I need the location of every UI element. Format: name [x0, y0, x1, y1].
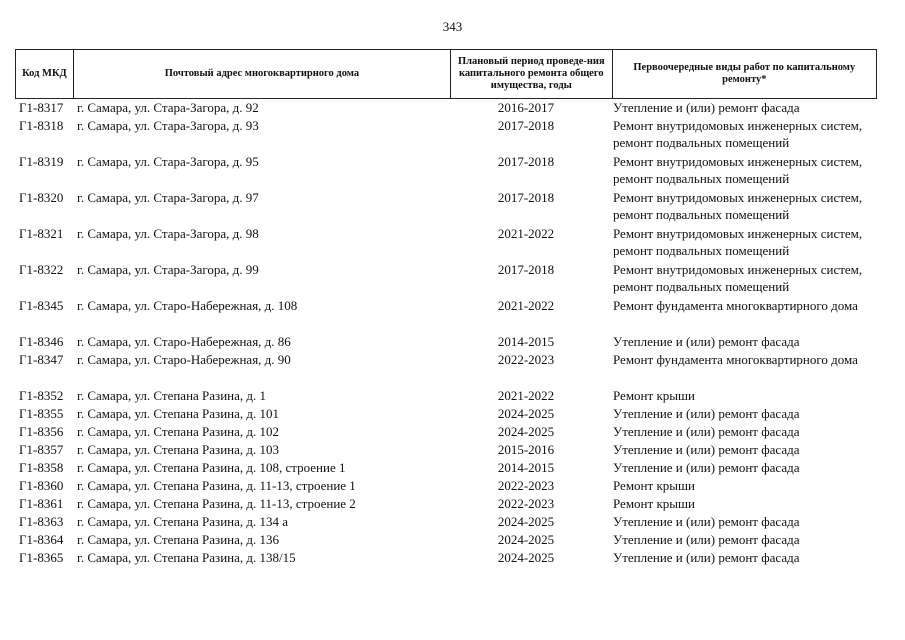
table-row: [15, 333, 885, 351]
header-period: Плановый период проведе-ния капитального ремонта общего имущества, годы: [451, 50, 613, 98]
cell-works: [605, 333, 885, 351]
header-address: Почтовый адрес многоквартирного дома: [74, 50, 451, 98]
table-row: [15, 495, 885, 513]
cell-period: 2016-2017: [497, 100, 555, 115]
works-line: Ремонт фундамента многоквартирного дома: [613, 298, 858, 313]
cell-code: Г1-8357: [19, 442, 64, 457]
table-row: [15, 351, 885, 387]
table-row: [15, 225, 885, 261]
header-works: Первоочередные виды работ по капитальному ремонту*: [633, 62, 856, 85]
cell-period: 2021-2022: [497, 388, 555, 403]
works-line: Ремонт крыши: [613, 478, 695, 493]
works-line: Утепление и (или) ремонт фасада: [613, 100, 800, 115]
cell-works: [605, 153, 885, 189]
cell-code: Г1-8356: [19, 424, 64, 439]
cell-works: [605, 549, 885, 567]
cell-code: Г1-8358: [19, 460, 64, 475]
cell-code: Г1-8346: [19, 334, 64, 349]
works-line: Утепление и (или) ремонт фасада: [613, 424, 800, 439]
cell-address: г. Самара, ул. Старо-Набережная, д. 90: [77, 352, 291, 367]
cell-code: Г1-8355: [19, 406, 64, 421]
table-header: [15, 49, 877, 99]
page-number: 343: [442, 19, 463, 34]
table-row: [15, 513, 885, 531]
works-line: Ремонт внутридомовых инженерных систем,: [613, 262, 863, 277]
cell-address: г. Самара, ул. Степана Разина, д. 103: [77, 442, 279, 457]
works-line: Ремонт фундамента многоквартирного дома: [613, 352, 858, 367]
cell-address: г. Самара, ул. Стара-Загора, д. 99: [77, 262, 259, 277]
cell-period: 2024-2025: [497, 406, 555, 421]
table-row: [15, 459, 885, 477]
table-row: [15, 189, 885, 225]
works-line: Утепление и (или) ремонт фасада: [613, 442, 800, 457]
table-row: [15, 99, 885, 117]
cell-code: Г1-8347: [19, 352, 64, 367]
table-body: [15, 99, 885, 567]
cell-works: [605, 225, 885, 261]
cell-code: Г1-8360: [19, 478, 64, 493]
table-row: [15, 531, 885, 549]
works-line: ремонт подвальных помещений: [613, 171, 790, 186]
cell-works: [605, 423, 885, 441]
cell-period: 2024-2025: [497, 532, 555, 547]
table-row: [15, 297, 885, 333]
works-line: Утепление и (или) ремонт фасада: [613, 334, 800, 349]
cell-works: [605, 351, 885, 387]
cell-code: Г1-8364: [19, 532, 64, 547]
cell-period: 2022-2023: [497, 478, 555, 493]
cell-period: 2024-2025: [497, 424, 555, 439]
works-line: ремонт подвальных помещений: [613, 135, 790, 150]
cell-code: Г1-8318: [19, 118, 64, 133]
works-line: Ремонт внутридомовых инженерных систем,: [613, 154, 863, 169]
cell-period: 2022-2023: [497, 352, 555, 367]
works-line: Ремонт внутридомовых инженерных систем,: [613, 118, 863, 133]
works-line: ремонт подвальных помещений: [613, 279, 790, 294]
cell-address: г. Самара, ул. Стара-Загора, д. 92: [77, 100, 259, 115]
cell-period: 2024-2025: [497, 550, 555, 565]
cell-period: 2017-2018: [497, 190, 555, 205]
works-line: Утепление и (или) ремонт фасада: [613, 532, 800, 547]
cell-code: Г1-8320: [19, 190, 64, 205]
cell-address: г. Самара, ул. Стара-Загора, д. 97: [77, 190, 259, 205]
cell-code: Г1-8363: [19, 514, 64, 529]
works-line: ремонт подвальных помещений: [613, 243, 790, 258]
cell-period: 2014-2015: [497, 334, 555, 349]
cell-works: [605, 477, 885, 495]
cell-address: г. Самара, ул. Степана Разина, д. 11-13, строение 1: [77, 478, 356, 493]
works-line: Утепление и (или) ремонт фасада: [613, 550, 800, 565]
cell-code: Г1-8352: [19, 388, 64, 403]
cell-code: Г1-8322: [19, 262, 64, 277]
cell-works: [605, 387, 885, 405]
cell-works: [605, 495, 885, 513]
cell-code: Г1-8361: [19, 496, 64, 511]
cell-address: г. Самара, ул. Степана Разина, д. 134 а: [77, 514, 289, 529]
table-row: [15, 477, 885, 495]
cell-works: [605, 99, 885, 117]
cell-address: г. Самара, ул. Степана Разина, д. 11-13, строение 2: [77, 496, 356, 511]
cell-code: Г1-8317: [19, 100, 64, 115]
table-row: [15, 153, 885, 189]
cell-period: 2017-2018: [497, 118, 555, 133]
cell-period: 2021-2022: [497, 298, 555, 313]
table-row: [15, 441, 885, 459]
works-line: Утепление и (или) ремонт фасада: [613, 406, 800, 421]
table-row: [15, 387, 885, 405]
table-row: [15, 423, 885, 441]
cell-code: Г1-8321: [19, 226, 64, 241]
works-line: Ремонт крыши: [613, 496, 695, 511]
cell-period: 2021-2022: [497, 226, 555, 241]
cell-period: 2014-2015: [497, 460, 555, 475]
cell-address: г. Самара, ул. Степана Разина, д. 138/15: [77, 550, 296, 565]
cell-period: 2017-2018: [497, 262, 555, 277]
works-line: Ремонт крыши: [613, 388, 695, 403]
table-row: [15, 549, 885, 567]
cell-works: [605, 117, 885, 153]
cell-address: г. Самара, ул. Степана Разина, д. 101: [77, 406, 279, 421]
cell-works: [605, 513, 885, 531]
works-line: Ремонт внутридомовых инженерных систем,: [613, 226, 863, 241]
cell-works: [605, 441, 885, 459]
works-line: ремонт подвальных помещений: [613, 207, 790, 222]
cell-address: г. Самара, ул. Степана Разина, д. 102: [77, 424, 279, 439]
cell-works: [605, 405, 885, 423]
cell-address: г. Самара, ул. Стара-Загора, д. 95: [77, 154, 259, 169]
cell-address: г. Самара, ул. Степана Разина, д. 108, строение 1: [77, 460, 346, 475]
header-code: Код МКД: [16, 50, 74, 98]
cell-period: 2015-2016: [497, 442, 555, 457]
cell-works: [605, 531, 885, 549]
works-line: Утепление и (или) ремонт фасада: [613, 514, 800, 529]
cell-code: Г1-8345: [19, 298, 64, 313]
cell-code: Г1-8319: [19, 154, 64, 169]
cell-works: [605, 261, 885, 297]
cell-address: г. Самара, ул. Старо-Набережная, д. 108: [77, 298, 298, 313]
cell-address: г. Самара, ул. Степана Разина, д. 136: [77, 532, 279, 547]
cell-period: 2022-2023: [497, 496, 555, 511]
cell-period: 2024-2025: [497, 514, 555, 529]
cell-address: г. Самара, ул. Стара-Загора, д. 98: [77, 226, 259, 241]
cell-address: г. Самара, ул. Старо-Набережная, д. 86: [77, 334, 291, 349]
cell-address: г. Самара, ул. Стара-Загора, д. 93: [77, 118, 259, 133]
cell-works: [605, 189, 885, 225]
works-line: Утепление и (или) ремонт фасада: [613, 460, 800, 475]
cell-address: г. Самара, ул. Степана Разина, д. 1: [77, 388, 266, 403]
table-row: [15, 261, 885, 297]
cell-works: [605, 459, 885, 477]
works-line: Ремонт внутридомовых инженерных систем,: [613, 190, 863, 205]
cell-code: Г1-8365: [19, 550, 64, 565]
cell-period: 2017-2018: [497, 154, 555, 169]
table-row: [15, 405, 885, 423]
cell-works: [605, 297, 885, 333]
table-row: [15, 117, 885, 153]
